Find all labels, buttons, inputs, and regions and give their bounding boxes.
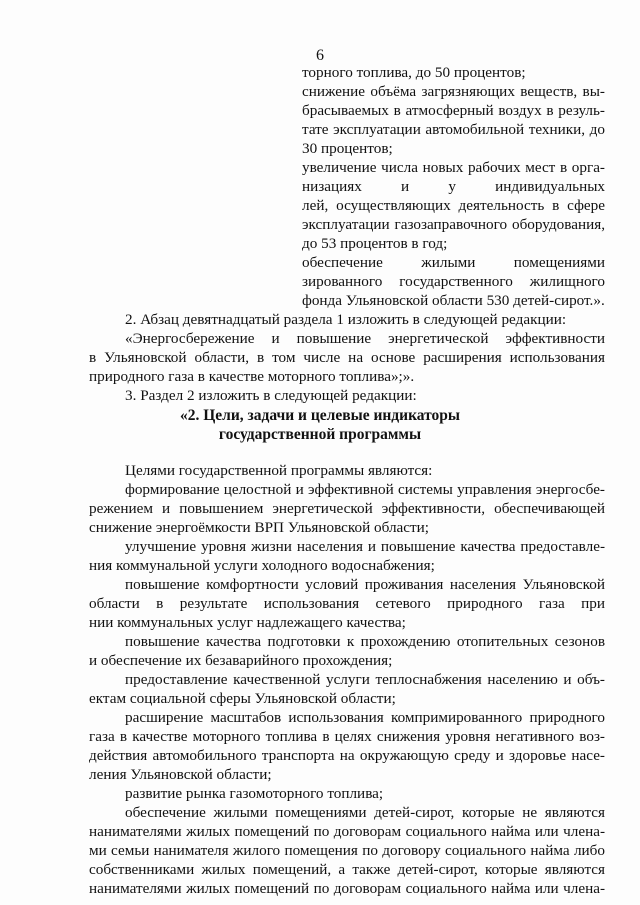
goal-line: нанимателями жилых помещений по договорам социального найма или члена- (89, 823, 605, 840)
goal-line: действия автомобильного транспорта на окружающую среду и здоровье насе- (89, 747, 605, 764)
goal-line: ектам социальной сферы Ульяновской области; (89, 690, 396, 707)
amendment-quote: в Ульяновской области, в том числе на основе расширения использования (89, 349, 605, 366)
text-line: низациях и у индивидуальных (302, 178, 605, 195)
goal-line: ми семьи нанимателя жилого помещения по договору социального найма либо (89, 842, 605, 859)
amendment-item: 2. Абзац девятнадцатый раздела 1 изложить в следующей редакции: (125, 311, 567, 328)
text-line: обеспечение жилыми помещениями (302, 254, 605, 271)
text-line: брасываемых в атмосферный воздух в резуль- (302, 102, 605, 119)
goal-line: нанимателями жилых помещений по договорам социального найма или члена- (89, 880, 605, 897)
goal-line: и обеспечение их безаварийного прохождения; (89, 652, 393, 669)
goal-line: газа в качестве моторного топлива в целях снижения уровня негативного воз- (89, 728, 605, 745)
amendment-item: 3. Раздел 2 изложить в следующей редакции: (125, 387, 417, 404)
section-heading-line1: «2. Цели, задачи и целевые индикаторы (179, 407, 461, 424)
goal-line: нии коммунальных услуг надлежащего качества; (89, 614, 406, 631)
goal-line: повышение комфортности условий проживания населения Ульяновской (125, 576, 605, 593)
goal-line: улучшение уровня жизни населения и повышение качества предоставле- (125, 538, 605, 555)
text-line: фонда Ульяновской области 530 детей-сирот.». (302, 292, 605, 309)
goal-line: повышение качества подготовки к прохождению отопительных сезонов (125, 633, 605, 650)
goal-line: обеспечение жилыми помещениями детей-сирот, которые не являются (125, 804, 605, 821)
text-line: тате эксплуатации автомобильной техники, до (302, 121, 605, 138)
goal-line: предоставление качественной услуги теплоснабжения населению и объ- (125, 671, 605, 688)
text-line: снижение объёма загрязняющих веществ, вы- (302, 83, 605, 100)
goal-line: расширение масштабов использования компримированного природного (125, 709, 605, 726)
text-line: эксплуатации газозаправочного оборудования, (302, 216, 605, 233)
text-line: зированного государственного жилищного (302, 273, 605, 290)
goals-intro: Целями государственной программы являются: (125, 462, 433, 479)
goal-line: снижение энергоёмкости ВРП Ульяновской области; (89, 519, 430, 536)
amendment-quote: природного газа в качестве моторного топлива»;». (89, 368, 415, 385)
goal-line: развитие рынка газомоторного топлива; (125, 785, 384, 802)
goal-line: ния коммунальной услуги холодного водоснабжения; (89, 557, 435, 574)
amendment-quote: «Энергосбережение и повышение энергетической эффективности (125, 330, 605, 347)
text-line: до 53 процентов в год; (302, 235, 448, 252)
goal-line: области в результате использования сетевого природного газа при (89, 595, 605, 612)
page-number: 6 (316, 47, 324, 64)
goal-line: собственниками жилых помещений, а также детей-сирот, которые являются (89, 861, 605, 878)
text-line: лей, осуществляющих деятельность в сфере (302, 197, 605, 214)
goal-line: ления Ульяновской области; (89, 766, 272, 783)
text-line: торного топлива, до 50 процентов; (302, 64, 526, 81)
goal-line: формирование целостной и эффективной системы управления энергосбе- (125, 481, 605, 498)
section-heading-line2: государственной программы (218, 426, 422, 443)
text-line: увеличение числа новых рабочих мест в орга- (302, 159, 605, 176)
goal-line: режением и повышением энергетической эффективности, обеспечивающей (89, 500, 605, 517)
text-line: 30 процентов; (302, 140, 393, 157)
